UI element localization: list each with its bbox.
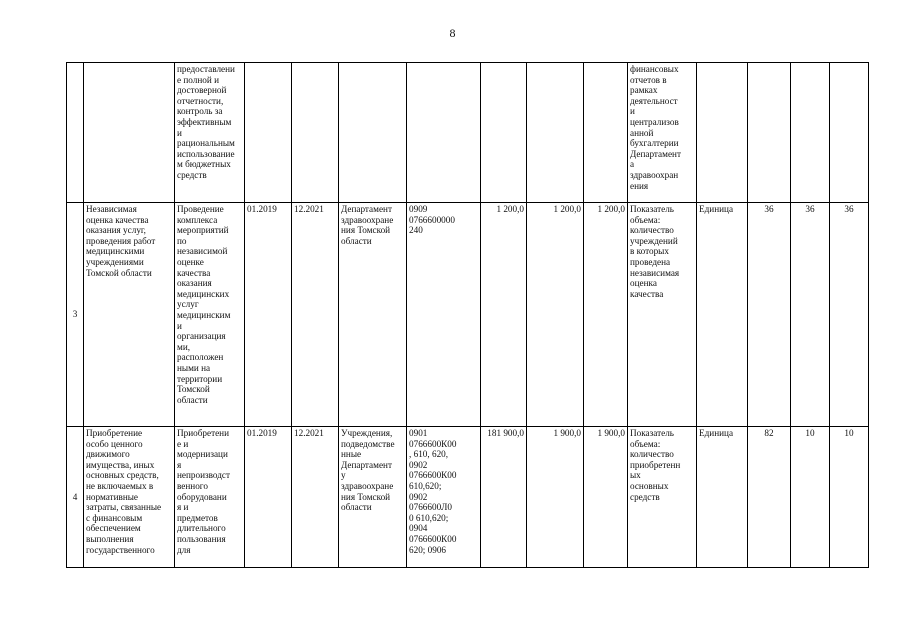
task-name: Приобретение особо ценного движимого имущества, иных основных средств, не включаемых в нормативные затраты, связанные с финансовым обеспечением выполнения государственного bbox=[86, 428, 162, 555]
value1: 36 bbox=[764, 204, 774, 214]
total-amount: 181 900,0 bbox=[487, 428, 524, 438]
year2-amount-cell bbox=[584, 203, 628, 427]
budget-code-cell bbox=[407, 427, 481, 568]
unit-cell bbox=[697, 203, 748, 427]
value3-cell bbox=[830, 63, 869, 203]
end-date-cell bbox=[292, 427, 339, 568]
total-amount-cell bbox=[481, 203, 527, 427]
value3: 10 bbox=[844, 428, 854, 438]
executor-cell bbox=[339, 427, 407, 568]
executor-cell bbox=[339, 203, 407, 427]
indicator-cell bbox=[628, 427, 697, 568]
activity-description: Приобретени е и модернизаци я непроизводст венного оборудовани я и предметов длительного пользования для bbox=[177, 428, 231, 555]
value1: 82 bbox=[764, 428, 774, 438]
year2-amount: 1 900,0 bbox=[597, 428, 625, 438]
indicator-cell bbox=[628, 203, 697, 427]
year1-amount-cell bbox=[527, 427, 584, 568]
value2-cell bbox=[791, 203, 830, 427]
start-date: 01.2019 bbox=[247, 428, 277, 438]
value2: 36 bbox=[805, 204, 815, 214]
table-row bbox=[67, 63, 869, 203]
start-date-cell bbox=[245, 203, 292, 427]
year1-amount-cell bbox=[527, 203, 584, 427]
value3-cell bbox=[830, 203, 869, 427]
value2-cell bbox=[791, 63, 830, 203]
task-name-cell bbox=[84, 63, 175, 203]
start-date: 01.2019 bbox=[247, 204, 277, 214]
start-date-cell bbox=[245, 63, 292, 203]
row-number: 3 bbox=[72, 309, 78, 320]
total-amount-cell bbox=[481, 427, 527, 568]
activity-cell bbox=[175, 63, 245, 203]
row-number-cell bbox=[67, 203, 84, 427]
row-number: 4 bbox=[72, 491, 78, 502]
budget-code-cell bbox=[407, 63, 481, 203]
year2-amount: 1 200,0 bbox=[597, 204, 625, 214]
indicator: Показатель объема: количество приобретенн ых основных средств bbox=[630, 428, 681, 502]
budget-code: 0901 0766600К00 , 610, 620, 0902 0766600К00 610,620; 0902 0766600Л0 0 610,620; 0904 0766600К00 620; 0906 bbox=[409, 428, 457, 555]
activity-description: Проведение комплекса мероприятий по независимой оценке качества оказания медицинских услуг медицинским и организация ми, расположен ными на территории Томской области bbox=[177, 204, 231, 405]
value1-cell bbox=[748, 203, 791, 427]
unit-cell bbox=[697, 63, 748, 203]
year1-amount-cell bbox=[527, 63, 584, 203]
total-amount: 1 200,0 bbox=[496, 204, 524, 214]
value1-cell bbox=[748, 63, 791, 203]
value3-cell bbox=[830, 427, 869, 568]
unit-cell bbox=[697, 427, 748, 568]
indicator-cell bbox=[628, 63, 697, 203]
indicator: Показатель объема: количество учреждений в которых проведена независимая оценка качества bbox=[630, 204, 680, 299]
end-date-cell bbox=[292, 203, 339, 427]
row-number-cell bbox=[67, 427, 84, 568]
row-number-cell bbox=[67, 63, 84, 203]
task-name-cell bbox=[84, 203, 175, 427]
budget-code-cell bbox=[407, 203, 481, 427]
end-date: 12.2021 bbox=[294, 428, 324, 438]
end-date: 12.2021 bbox=[294, 204, 324, 214]
year1-amount: 1 900,0 bbox=[553, 428, 581, 438]
program-activities-table bbox=[66, 62, 869, 568]
page-number: 8 bbox=[449, 26, 456, 40]
table-row bbox=[67, 427, 869, 568]
value2: 10 bbox=[805, 428, 815, 438]
unit: Единица bbox=[699, 428, 734, 438]
total-amount-cell bbox=[481, 63, 527, 203]
year2-amount-cell bbox=[584, 427, 628, 568]
end-date-cell bbox=[292, 63, 339, 203]
budget-code: 0909 0766600000 240 bbox=[409, 204, 455, 236]
table-row bbox=[67, 203, 869, 427]
executor-cell bbox=[339, 63, 407, 203]
unit: Единица bbox=[699, 204, 734, 214]
activity-cell bbox=[175, 427, 245, 568]
value2-cell bbox=[791, 427, 830, 568]
executor: Департамент здравоохране ния Томской области bbox=[341, 204, 394, 246]
activity-description: предоставлени е полной и достоверной отчетности, контроль за эффективным и рациональным использование м бюджетных средств bbox=[177, 64, 235, 180]
executor: Учреждения, подведомстве нные Департамент у здравоохране ния Томской области bbox=[341, 428, 395, 513]
activity-cell bbox=[175, 203, 245, 427]
year1-amount: 1 200,0 bbox=[553, 204, 581, 214]
task-name-cell bbox=[84, 427, 175, 568]
task-name: Независимая оценка качества оказания услуг, проведения работ медицинскими учреждениями Томской области bbox=[86, 204, 156, 278]
indicator: финансовых отчетов в рамках деятельност и централизов анной бухгалтерии Департамент а здравоохран ения bbox=[630, 64, 681, 191]
start-date-cell bbox=[245, 427, 292, 568]
value3: 36 bbox=[844, 204, 854, 214]
value1-cell bbox=[748, 427, 791, 568]
year2-amount-cell bbox=[584, 63, 628, 203]
